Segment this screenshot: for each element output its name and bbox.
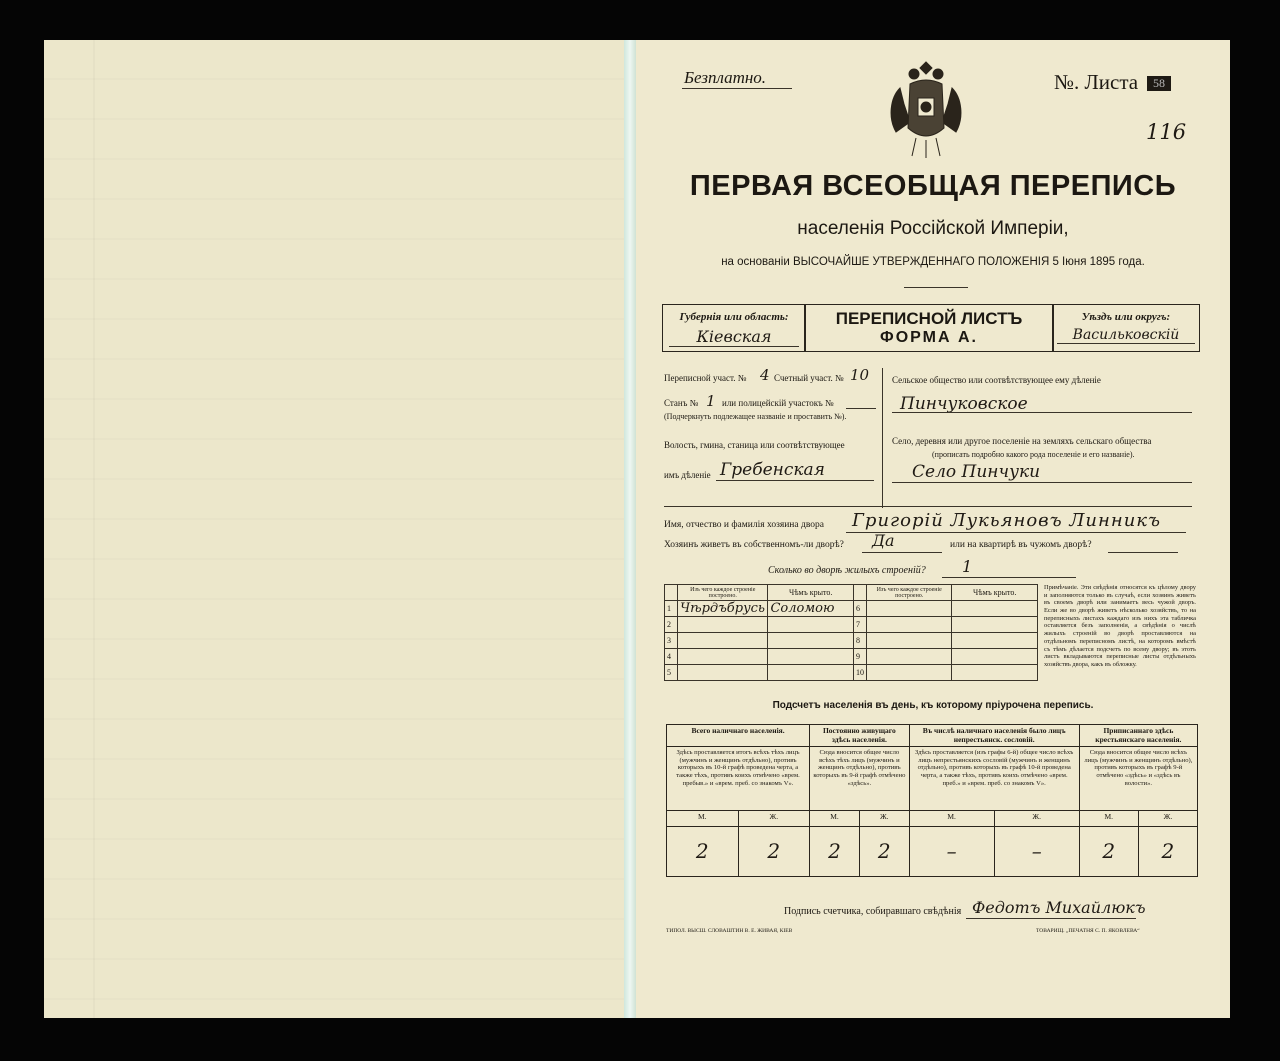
- signature-label: Подпись счетчика, собиравшаго свѣдѣнія: [784, 906, 962, 917]
- pop-col-title: Постоянно живущаго здѣсь населенія.: [810, 725, 910, 747]
- pop-col-title: Приписаннаго здѣсь крестьянскаго населенія.: [1079, 725, 1197, 747]
- census-basis: на основаніи ВЫСОЧАЙШЕ УТВЕРЖДЕННАГО ПОЛОЖЕНІЯ 5 Іюня 1895 года.: [721, 256, 1145, 268]
- male-label: М.: [1079, 811, 1138, 827]
- volost-value: Гребенская: [720, 460, 825, 480]
- free-label: Безплатно.: [684, 68, 767, 87]
- sheet-number-label: №. Листа: [1054, 70, 1139, 94]
- col-built-header: Изъ чего каждое строеніе построено.: [678, 585, 768, 601]
- census-district-label: Переписной участ. №: [664, 373, 747, 383]
- table-row: [665, 633, 1038, 649]
- female-count: –: [994, 827, 1079, 877]
- buildings-note: Примѣчаніе. Эти свѣдѣнія относятся къ цѣлому двору и заполняются только въ случаѣ, если хозяинъ живетъ въ своемъ дворѣ или занимаетъ весь чужой дворъ. Если же во дворѣ живетъ нѣсколько хозяйствъ, то на переписныхъ листахъ каждаго изъ нихъ эта табличка оставляется безъ заполненія, а свѣдѣнія о числѣ жилыхъ строеній во дворѣ проставляются на отдѣльномъ переписномъ листѣ, на которомъ вмѣстѣ съ тѣмъ дѣлается подсчетъ по всему двору; въ этотъ листъ вкладываются переписные листы отдѣльныхъ хозяйствъ двора, какъ въ обложку.: [1044, 584, 1196, 668]
- pop-col-desc: Здѣсь проставляется (изъ графы 6-й) общее число всѣхъ лицъ непрестьянскихъ сословій (мужчинъ и женщинъ отдѣльно), противъ которыхъ въ графѣ 10-й проведена черта, а также тѣхъ, противъ коихъ отмѣчено «врем. преб.» и «врем. преб. со знакомъ V».: [909, 747, 1079, 811]
- row-number: 2: [665, 617, 678, 633]
- roof-material: Соломою: [768, 601, 853, 617]
- pop-col-title: Въ числѣ наличнаго населенія было лицъ непрестьянск. сословій.: [909, 725, 1079, 747]
- counter-district-value: 10: [850, 366, 870, 384]
- female-label: Ж.: [1138, 811, 1197, 827]
- census-title: ПЕРВАЯ ВСЕОБЩАЯ ПЕРЕПИСЬ: [689, 170, 1177, 202]
- uezd-value: Васильковскій: [1057, 327, 1195, 344]
- field-divider: [882, 368, 883, 508]
- owner-name-label: Имя, отчество и фамилія хозяина двора: [664, 520, 824, 530]
- female-label: Ж.: [859, 811, 909, 827]
- col-built-header-2: Изъ чего каждое строеніе построено.: [867, 585, 952, 601]
- table-row: [665, 649, 1038, 665]
- sheet-number-value: 58: [1147, 76, 1171, 91]
- owner-lives-value: Да: [872, 531, 895, 550]
- left-page-blank: [44, 40, 624, 1018]
- owner-name-value: Григорій Лукьяновъ Линникъ: [852, 510, 1162, 531]
- stan-label: Станъ №: [664, 398, 699, 408]
- book-spine: [624, 40, 636, 1018]
- male-label: М.: [667, 811, 739, 827]
- pop-col-title: Всего наличнаго населенія.: [667, 725, 810, 747]
- section-rule: [664, 506, 1192, 507]
- village-value: Село Пинчуки: [912, 462, 1041, 482]
- pop-col-desc: Сюда вносится общее число всѣхъ тѣхъ лицъ (мужчинъ и женщинъ отдѣльно), противъ которыхъ въ 9-й графѣ отмѣчено «здѣсь».: [810, 747, 910, 811]
- built-material: Чѣрдъбрусь: [678, 601, 768, 617]
- gubernia-value: Кіевская: [669, 327, 799, 347]
- row-number: 7: [853, 617, 866, 633]
- society-value: Пинчуковское: [900, 394, 1028, 414]
- buildings-count-label: Сколько во дворѣ жилыхъ строеній?: [768, 565, 926, 576]
- printer-left: ТИПОЛ. ВЫСШ. СЛОВАШТИН В. Е. ЖИВАЯ, КІЕВ: [666, 928, 793, 934]
- buildings-table: [664, 584, 1038, 681]
- male-count: –: [909, 827, 994, 877]
- row-number: 3: [665, 633, 678, 649]
- pop-col-desc: Здѣсь проставляется итогъ всѣхъ тѣхъ лицъ (мужчинъ и женщинъ отдѣльно), противъ которыхъ въ 10-й графѣ проведена черта, а также тѣхъ, противъ коихъ отмѣчено «врем. пребыв.» и «врем. преб. со знакомъ V».: [667, 747, 810, 811]
- col-roof-header: Чѣмъ крыто.: [768, 585, 853, 601]
- uezd-label: Уѣздъ или округъ:: [1081, 311, 1171, 323]
- female-count: 2: [1138, 827, 1197, 877]
- col-roof-header-2: Чѣмъ крыто.: [952, 585, 1038, 601]
- population-heading: Подсчетъ населенія въ день, къ которому пріурочена перепись.: [772, 700, 1094, 711]
- census-district-value: 4: [760, 366, 770, 384]
- signature-value: Федотъ Михайлюкъ: [972, 898, 1146, 917]
- volost-label-2: имъ дѣленіе: [664, 470, 711, 480]
- female-count: 2: [738, 827, 810, 877]
- volost-label: Волость, гмина, станица или соотвѣтствующее: [664, 440, 845, 450]
- village-note: (прописать подробно какого рода поселеніе и его названіе).: [932, 450, 1135, 459]
- census-form-page: [636, 40, 1230, 1018]
- row-number: 8: [853, 633, 866, 649]
- form-title-box: [804, 304, 1054, 352]
- row-number: 1: [665, 601, 678, 617]
- pop-col-desc: Сюда вносится общее число всѣхъ лицъ (мужчинъ и женщинъ отдѣльно), противъ которыхъ въ графѣ 9-й отмѣчено «здѣсь» и «здѣсь въ волости».: [1079, 747, 1197, 811]
- male-count: 2: [667, 827, 739, 877]
- printer-right: ТОВАРИЩ. „ПЕЧАТНЯ С. П. ЯКОВЛЕВА“: [1036, 928, 1140, 934]
- row-number: 10: [853, 665, 866, 681]
- female-count: 2: [859, 827, 909, 877]
- census-subtitle: населенія Россійской Имперіи,: [797, 218, 1069, 239]
- form-type: ФОРМА А.: [880, 329, 978, 346]
- village-label: Село, деревня или другое поселеніе на земляхъ сельскаго общества: [892, 436, 1152, 446]
- owner-lives-label: Хозяинъ живетъ въ собственномъ-ли дворѣ?: [664, 540, 844, 550]
- imperial-eagle-emblem: [886, 58, 966, 162]
- stan-note: (Подчеркнуть подлежащее названіе и проставить №).: [664, 412, 847, 421]
- row-number: 6: [853, 601, 866, 617]
- police-label: или полицейскій участокъ №: [722, 398, 834, 408]
- row-number: 9: [853, 649, 866, 665]
- row-number: 5: [665, 665, 678, 681]
- table-row: [665, 665, 1038, 681]
- male-count: 2: [1079, 827, 1138, 877]
- counter-district-label: Счетный участ. №: [774, 373, 844, 383]
- buildings-count-value: 1: [962, 557, 973, 576]
- society-label: Сельское общество или соотвѣтствующее ему дѣленіе: [892, 375, 1101, 385]
- sheet-hand-number: 116: [1146, 120, 1187, 144]
- gubernia-label: Губернія или область:: [679, 311, 789, 323]
- male-count: 2: [810, 827, 860, 877]
- row-number: 4: [665, 649, 678, 665]
- ornament-divider: [904, 287, 968, 288]
- form-title: ПЕРЕПИСНОЙ ЛИСТЪ: [835, 309, 1023, 328]
- male-label: М.: [909, 811, 994, 827]
- population-table: [666, 724, 1198, 877]
- female-label: Ж.: [994, 811, 1079, 827]
- male-label: М.: [810, 811, 860, 827]
- stan-value: 1: [706, 392, 716, 410]
- table-row: [665, 601, 1038, 617]
- uezd-box: [1052, 304, 1200, 352]
- female-label: Ж.: [738, 811, 810, 827]
- owner-rent-label: или на квартирѣ въ чужомъ дворѣ?: [950, 540, 1092, 550]
- gubernia-box: [662, 304, 806, 352]
- table-row: [665, 617, 1038, 633]
